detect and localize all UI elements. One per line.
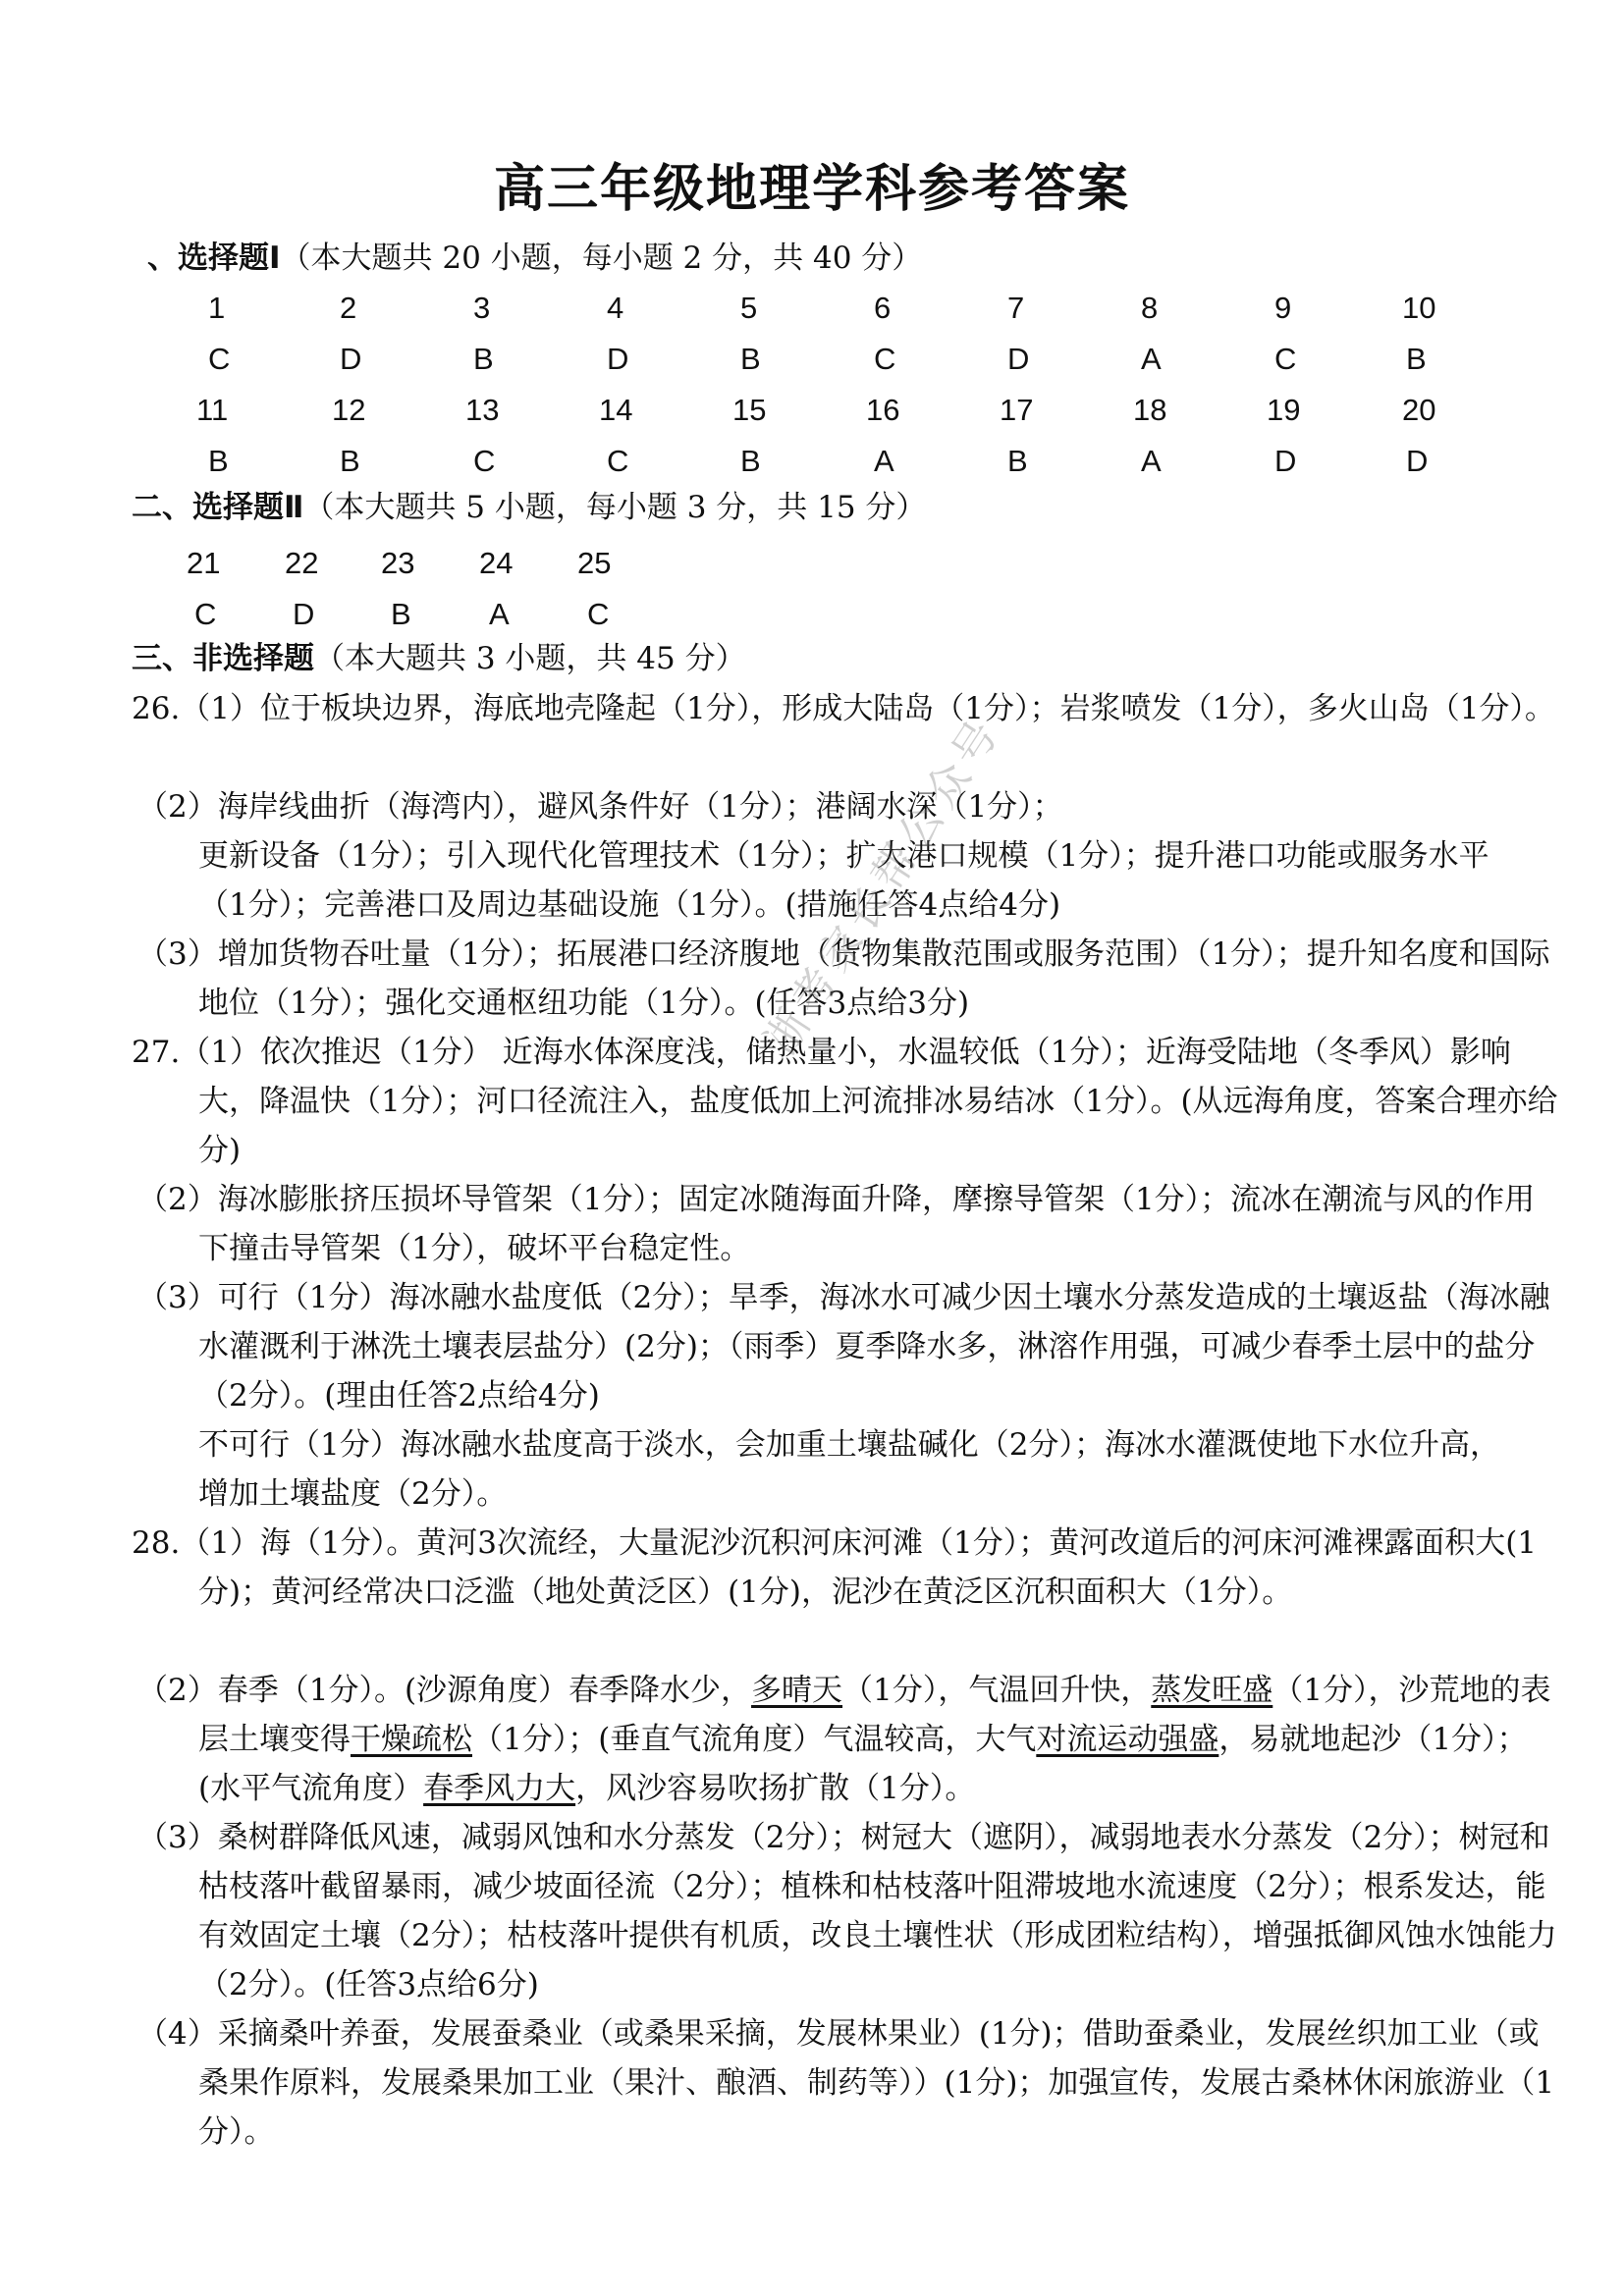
page-title: 高三年级地理学科参考答案 (493, 160, 1130, 219)
q-number: 17 (1000, 393, 1034, 427)
q26-part2-measures: 更新设备（1分）；引入现代化管理技术（1分）；扩大港口规模（1分）；提升港口功能或服务水平（1分）；完善港口及周边基础设施（1分）。(措施任答4点给4分) (198, 838, 1489, 923)
q27-part2: （2）海冰膨胀挤压损坏导管架（1分）；固定冰随海面升降，摩擦导管架（1分）；流冰在潮流与风的作用下撞击导管架（1分），破坏平台稳定性。 (137, 1182, 1536, 1266)
q-number: 5 (740, 291, 758, 325)
q-number: 6 (874, 291, 892, 325)
q28-part3: （3）桑树群降低风速，减弱风蚀和水分蒸发（2分）；树冠大（遮阴），减弱地表水分蒸发（2分）；树冠和枯枝落叶截留暴雨，减少坡面径流（2分）；植株和枯枝落叶阻滞坡地水流速度（2分）；根系发达，能有效固定土壤（2分）；枯枝落叶提供有机质，改良土壤性状（形成团粒结构），增强抵御风蚀水蚀能力（2分）。(任答3点给6分) (137, 1820, 1557, 2002)
q-answer: D (1007, 342, 1030, 376)
q-answer: D (340, 342, 362, 376)
q27-part1: 27.（1）依次推迟（1分） 近海水体深度浅，储热量小，水温较低（1分）；近海受陆地（冬季风）影响大，降温快（1分）；河口径流注入，盐度低加上河流排冰易结冰（1分）。(从远海角度，答案合理亦给分) (132, 1035, 1558, 1168)
q-answer: A (874, 444, 894, 478)
q-number: 25 (577, 546, 612, 580)
q-answer: B (473, 342, 494, 376)
q-number: 18 (1133, 393, 1167, 427)
q28-p2-text: （2）春季（1分）。(沙源角度）春季降水少， (137, 1673, 752, 1708)
q26-part3: （3）增加货物吞吐量（1分）；拓展港口经济腹地（货物集散范围或服务范围）（1分）；提升知名度和国际地位（1分）；强化交通枢纽功能（1分）。(任答3点给3分) (137, 936, 1550, 1021)
section2-desc: （本大题共 5 小题，每小题 3 分，共 15 分） (303, 490, 927, 525)
q-number: 21 (187, 546, 221, 580)
q-number: 14 (599, 393, 633, 427)
q-answer: B (1406, 342, 1427, 376)
q-number: 9 (1274, 291, 1292, 325)
q-answer: B (740, 342, 761, 376)
q-number: 23 (381, 546, 415, 580)
q-number: 24 (479, 546, 514, 580)
q26-part1: 26.（1）位于板块边界，海底地壳隆起（1分），形成大陆岛（1分）；岩浆喷发（1分），多火山岛（1分）。 (132, 691, 1555, 726)
q-answer: C (194, 597, 217, 631)
q-number: 12 (332, 393, 366, 427)
section2-heading: 二、选择题Ⅱ (132, 490, 304, 525)
section3-header (132, 634, 746, 683)
q-number: 2 (340, 291, 357, 325)
section3-heading: 三、非选择题 (132, 641, 314, 676)
q-answer: B (340, 444, 360, 478)
q-number: 22 (285, 546, 319, 580)
q-number: 4 (607, 291, 624, 325)
q-number: 3 (473, 291, 491, 325)
q-number: 7 (1007, 291, 1025, 325)
q-number: 10 (1402, 291, 1436, 325)
q-number: 15 (732, 393, 767, 427)
q-answer: D (1406, 444, 1429, 478)
q-answer: B (740, 444, 761, 478)
q-number: 8 (1141, 291, 1159, 325)
q-number: 13 (465, 393, 500, 427)
q28-part2 (137, 1666, 1563, 1813)
q-number: 20 (1402, 393, 1436, 427)
q-number: 16 (866, 393, 900, 427)
q28-p2-underline: 蒸发旺盛 (1151, 1673, 1273, 1708)
q-answer: C (208, 342, 231, 376)
q28-p2-text: （1分），沙荒地的表层土壤变得 (198, 1673, 1551, 1757)
q28-p2-text: ，易就地起沙（1分）；(水平气流角度） (198, 1722, 1528, 1806)
q27-part3-alt: 不可行（1分）海冰融水盐度高于淡水，会加重土壤盐碱化（2分）；海冰水灌溉使地下水位升高，增加土壤盐度（2分）。 (198, 1427, 1500, 1512)
q-answer: C (1274, 342, 1297, 376)
q-answer: C (874, 342, 896, 376)
q28-p2-underline: 多晴天 (751, 1673, 843, 1708)
q-answer: B (1007, 444, 1028, 478)
q-answer: A (489, 597, 510, 631)
q-answer: D (607, 342, 629, 376)
q26-part2: （2）海岸线曲折（海湾内），避风条件好（1分）；港阔水深（1分）； (137, 789, 1063, 825)
q-number: 11 (196, 393, 229, 427)
q-number: 1 (208, 291, 226, 325)
q-answer: A (1141, 444, 1162, 478)
q28-p2-underline: 春季风力大 (423, 1771, 576, 1806)
section1-header (147, 234, 922, 283)
q-answer: B (391, 597, 411, 631)
q-answer: D (1274, 444, 1297, 478)
q28-p2-text: （1分），气温回升快， (842, 1673, 1152, 1708)
q28-part1: 28.（1）海（1分）。黄河3次流经，大量泥沙沉积河床河滩（1分）；黄河改道后的河床河滩裸露面积大(1分)；黄河经常决口泛滥（地处黄泛区）(1分)，泥沙在黄泛区沉积面积大（1分）。 (132, 1525, 1538, 1610)
q-answer: C (473, 444, 496, 478)
q28-part4: （4）采摘桑叶养蚕，发展蚕桑业（或桑果采摘，发展林果业）(1分)；借助蚕桑业，发展丝织加工业（或桑果作原料，发展桑果加工业（果汁、酿酒、制药等））(1分)；加强宣传，发展古桑林休闲旅游业（1分）。 (137, 2016, 1555, 2150)
q28-p2-underline: 干燥疏松 (351, 1722, 472, 1757)
q-number: 19 (1267, 393, 1301, 427)
q-answer: C (587, 597, 610, 631)
q27-part3: （3）可行（1分）海冰融水盐度低（2分）；旱季，海冰水可减少因土壤水分蒸发造成的土壤返盐（海冰融水灌溉利于淋洗土壤表层盐分）(2分)；（雨季）夏季降水多，淋溶作用强，可减少春季土层中的盐分（2分）。(理由任答2点给4分) (137, 1280, 1550, 1414)
q-answer: C (607, 444, 629, 478)
q-answer: B (208, 444, 229, 478)
watermark: 浙考家长帮公众号 (755, 707, 1011, 1064)
section3-desc: （本大题共 3 小题，共 45 分） (314, 641, 746, 676)
q28-p2-underline: 对流运动强盛 (1036, 1722, 1219, 1757)
q28-p2-text: （1分）；(垂直气流角度）气温较高，大气 (472, 1722, 1037, 1757)
q-answer: A (1141, 342, 1162, 376)
section1-heading: 、选择题Ⅰ (147, 240, 281, 276)
q-answer: D (293, 597, 315, 631)
section2-header (132, 483, 926, 532)
section1-desc: （本大题共 20 小题，每小题 2 分，共 40 分） (280, 240, 923, 276)
q28-p2-text: ，风沙容易吹扬扩散（1分）。 (575, 1771, 976, 1806)
